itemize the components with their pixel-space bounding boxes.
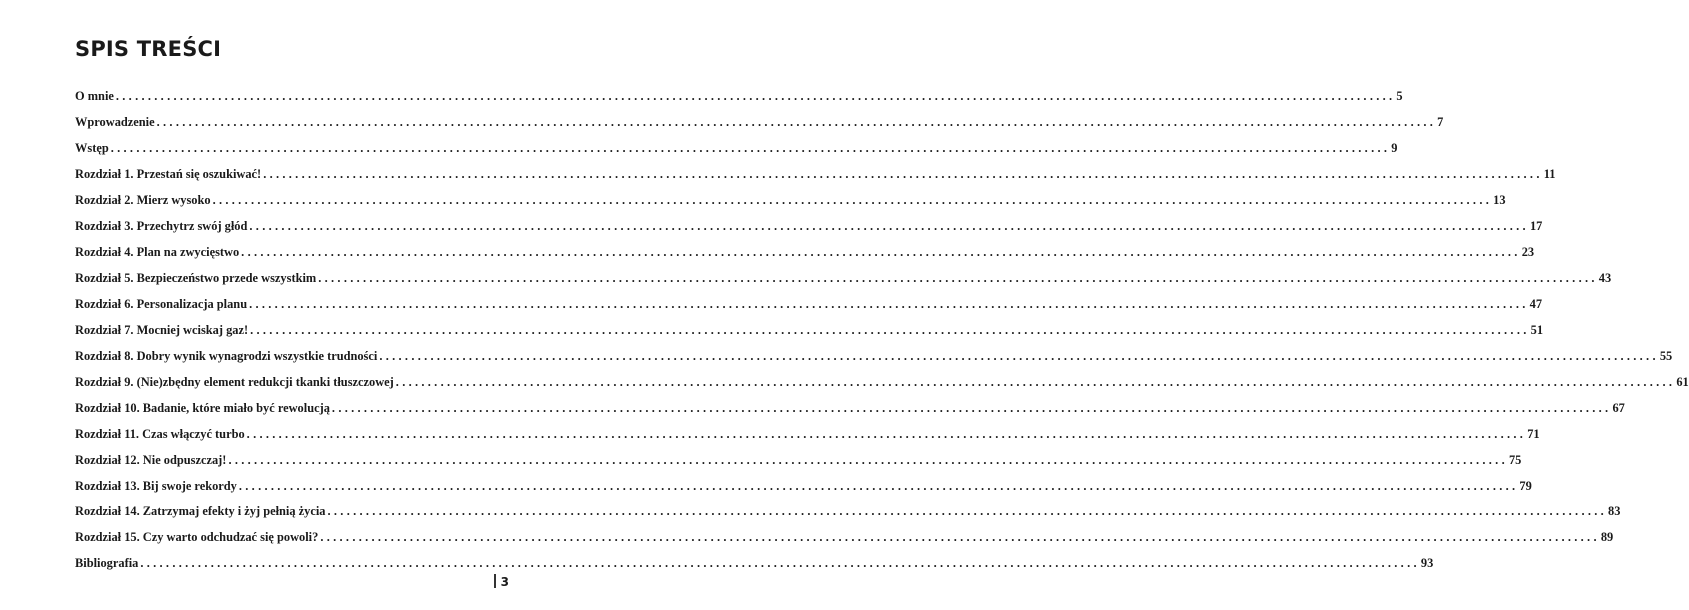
- toc-entry-page: 47: [1529, 296, 1543, 311]
- toc-entry[interactable]: [75, 84, 1403, 110]
- table-of-contents: [75, 84, 1689, 577]
- toc-entry[interactable]: [75, 421, 1540, 447]
- toc-entry-page: 89: [1600, 530, 1614, 545]
- dot-leader: ........................................................................................................................................................................................................: [327, 504, 1608, 519]
- toc-entry[interactable]: [75, 110, 1444, 136]
- toc-entry-title: O mnie: [75, 89, 114, 104]
- toc-entry[interactable]: [75, 343, 1673, 369]
- toc-entry[interactable]: [75, 473, 1532, 499]
- toc-entry-page: 11: [1543, 167, 1556, 182]
- toc-entry-page: 7: [1437, 115, 1444, 130]
- dot-leader: ........................................................................................................................................................................................................: [246, 426, 1527, 441]
- dot-leader: ........................................................................................................................................................................................................: [331, 400, 1612, 415]
- toc-entry[interactable]: [75, 240, 1535, 266]
- toc-entry-page: 61: [1676, 374, 1689, 389]
- toc-entry-title: Rozdział 3. Przechytrz swój głód: [75, 219, 248, 234]
- toc-entry-title: Rozdział 7. Mocniej wciskaj gaz!: [75, 322, 249, 337]
- toc-entry-title: Rozdział 2. Mierz wysoko: [75, 193, 211, 208]
- toc-entry-title: Rozdział 11. Czas włączyć turbo: [75, 426, 245, 441]
- toc-entry-title: Rozdział 12. Nie odpuszczaj!: [75, 452, 227, 467]
- toc-entry-page: 79: [1519, 478, 1532, 493]
- toc-entry-page: 93: [1420, 556, 1434, 571]
- toc-entry-title: Rozdział 1. Przestań się oszukiwać!: [75, 167, 262, 182]
- toc-entry-page: 67: [1612, 400, 1625, 415]
- dot-leader: ........................................................................................................................................................................................................: [140, 556, 1420, 571]
- toc-entry-title: Rozdział 13. Bij swoje rekordy: [75, 478, 237, 493]
- toc-entry-page: 75: [1508, 452, 1522, 467]
- dot-leader: ........................................................................................................................................................................................................: [212, 193, 1493, 208]
- page-number-footer: [494, 574, 509, 589]
- toc-entry[interactable]: [75, 447, 1522, 473]
- dot-leader: ........................................................................................................................................................................................................: [250, 322, 1530, 337]
- folio-separator: [494, 574, 495, 588]
- toc-entry-title: Rozdział 9. (Nie)zbędny element redukcji tkanki tłuszczowej: [75, 374, 394, 389]
- toc-entry[interactable]: [75, 499, 1621, 525]
- toc-entry-title: Rozdział 4. Plan na zwycięstwo: [75, 245, 240, 260]
- toc-entry-page: 55: [1659, 348, 1673, 363]
- dot-leader: ........................................................................................................................................................................................................: [263, 167, 1543, 182]
- toc-entry-title: Rozdział 5. Bezpieczeństwo przede wszystkim: [75, 271, 317, 286]
- toc-entry[interactable]: [75, 369, 1689, 395]
- toc-entry-page: 43: [1598, 271, 1612, 286]
- toc-entry[interactable]: [75, 162, 1556, 188]
- toc-entry-page: 5: [1396, 89, 1403, 104]
- page-title: SPIS TREŚCI: [75, 37, 222, 61]
- toc-entry[interactable]: [75, 266, 1612, 292]
- toc-entry[interactable]: [75, 525, 1614, 551]
- dot-leader: ........................................................................................................................................................................................................: [379, 348, 1659, 363]
- toc-entry[interactable]: [75, 317, 1544, 343]
- dot-leader: ........................................................................................................................................................................................................: [238, 478, 1519, 493]
- toc-entry-title: Rozdział 8. Dobry wynik wynagrodzi wszystkie trudności: [75, 348, 378, 363]
- toc-entry-page: 23: [1521, 245, 1535, 260]
- dot-leader: ........................................................................................................................................................................................................: [241, 245, 1521, 260]
- dot-leader: ........................................................................................................................................................................................................: [156, 115, 1437, 130]
- dot-leader: ........................................................................................................................................................................................................: [249, 219, 1529, 234]
- toc-entry-page: 51: [1530, 322, 1544, 337]
- toc-entry[interactable]: [75, 551, 1434, 577]
- toc-entry[interactable]: [75, 214, 1543, 240]
- toc-entry-page: 13: [1493, 193, 1506, 208]
- toc-entry-title: Wstęp: [75, 141, 109, 156]
- toc-entry-title: Rozdział 14. Zatrzymaj efekty i żyj pełnią życia: [75, 504, 326, 519]
- toc-entry-page: 9: [1391, 141, 1398, 156]
- dot-leader: ........................................................................................................................................................................................................: [318, 271, 1598, 286]
- toc-entry-page: 83: [1608, 504, 1621, 519]
- dot-leader: ........................................................................................................................................................................................................: [320, 530, 1600, 545]
- toc-entry[interactable]: [75, 395, 1625, 421]
- toc-entry-page: 71: [1527, 426, 1540, 441]
- dot-leader: ........................................................................................................................................................................................................: [228, 452, 1508, 467]
- dot-leader: ........................................................................................................................................................................................................: [110, 141, 1391, 156]
- page-number: 3: [500, 575, 509, 589]
- toc-entry-page: 17: [1529, 219, 1543, 234]
- dot-leader: ........................................................................................................................................................................................................: [395, 374, 1676, 389]
- toc-entry-title: Rozdział 10. Badanie, które miało być rewolucją: [75, 400, 330, 415]
- toc-entry[interactable]: [75, 292, 1543, 318]
- toc-entry-title: Bibliografia: [75, 556, 139, 571]
- toc-entry-title: Wprowadzenie: [75, 115, 155, 130]
- toc-entry-title: Rozdział 15. Czy warto odchudzać się powoli?: [75, 530, 319, 545]
- toc-entry[interactable]: [75, 188, 1506, 214]
- dot-leader: ........................................................................................................................................................................................................: [115, 89, 1396, 104]
- dot-leader: ........................................................................................................................................................................................................: [249, 296, 1529, 311]
- toc-entry[interactable]: [75, 136, 1398, 162]
- toc-entry-title: Rozdział 6. Personalizacja planu: [75, 296, 248, 311]
